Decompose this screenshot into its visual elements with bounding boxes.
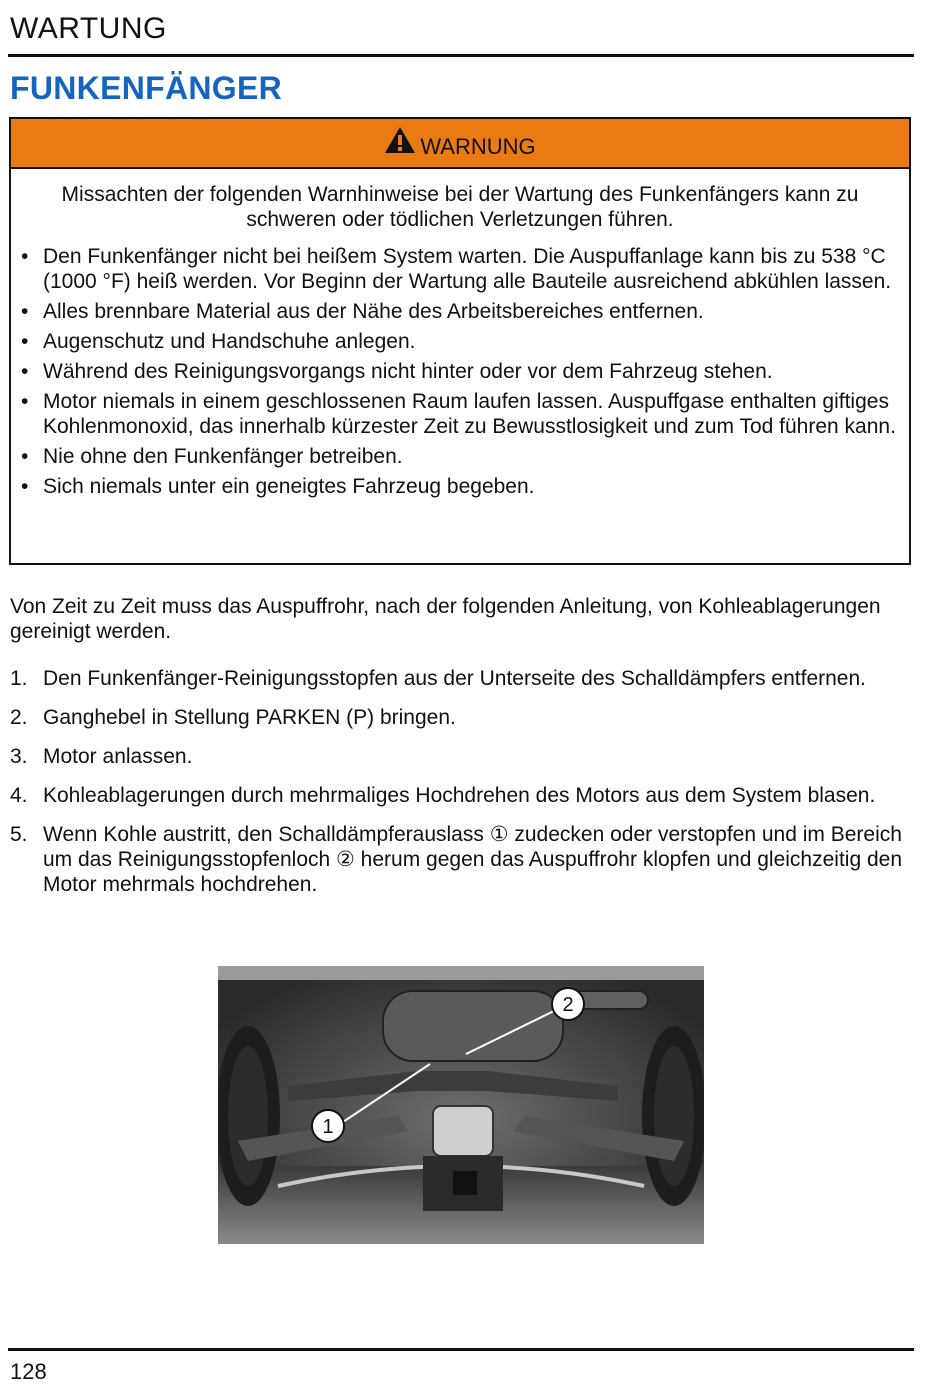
step-number: 3.: [10, 745, 28, 768]
step-text: Wenn Kohle austritt, den Schalldämpferauslass ① zudecken oder verstopfen und im Bereich um das Reinigungsstopfenloch ② herum gegen das Auspuffrohr klopfen und gleichzeitig den Motor mehrmals hochdrehen.: [43, 823, 903, 896]
page-title: FUNKENFÄNGER: [10, 70, 283, 106]
warning-item: • Sich niemals unter ein geneigtes Fahrzeug begeben.: [19, 474, 899, 499]
warning-header: [11, 119, 909, 169]
warning-item: • Motor niemals in einem geschlossenen Raum laufen lassen. Auspuffgase enthalten giftiges Kohlenmonoxid, das innerhalb kürzester Zeit zu Bewusstlosigkeit und zum Tod führen kann.: [19, 389, 899, 439]
warning-item: • Nie ohne den Funkenfänger betreiben.: [19, 444, 899, 469]
step-number: 2.: [10, 706, 28, 729]
intro-paragraph: Von Zeit zu Zeit muss das Auspuffrohr, nach der folgenden Anleitung, von Kohleablagerungen gereinigt werden.: [10, 595, 881, 643]
warning-item: • Während des Reinigungsvorgangs nicht hinter oder vor dem Fahrzeug stehen.: [19, 359, 899, 384]
step-item: [10, 744, 910, 769]
warning-label: WARNUNG: [420, 134, 536, 159]
step-number: 1.: [10, 667, 28, 690]
instruction-steps: [10, 666, 910, 911]
step-text: Motor anlassen.: [43, 745, 193, 768]
warning-triangle-icon: [384, 126, 416, 154]
exhaust-undercarriage-photo: [218, 966, 704, 1244]
section-title: WARTUNG: [10, 12, 167, 45]
warning-intro: Missachten der folgenden Warnhinweise bei der Wartung des Funkenfängers kann zu schweren oder tödlichen Verletzungen führen.: [61, 183, 859, 231]
step-item: [10, 822, 910, 897]
warning-list: [11, 244, 909, 499]
top-divider: [8, 54, 914, 57]
step-text: Kohleablagerungen durch mehrmaliges Hochdrehen des Motors aus dem System blasen.: [43, 784, 876, 807]
step-item: [10, 705, 910, 730]
warning-item: • Augenschutz und Handschuhe anlegen.: [19, 329, 899, 354]
callout-2-label: 2: [562, 994, 574, 1016]
step-text: Den Funkenfänger-Reinigungsstopfen aus der Unterseite des Schalldämpfers entfernen.: [43, 667, 866, 690]
warning-item: • Den Funkenfänger nicht bei heißem System warten. Die Auspuffanlage kann bis zu 538 °C (1000 °F) heiß werden. Vor Beginn der Wartung alle Bauteile ausreichend abkühlen lassen.: [19, 244, 899, 294]
page-number: 128: [10, 1359, 47, 1384]
step-number: 5.: [10, 823, 28, 846]
step-number: 4.: [10, 784, 28, 807]
step-text: Ganghebel in Stellung PARKEN (P) bringen.: [43, 706, 456, 729]
bottom-divider: [8, 1348, 914, 1351]
warning-item: • Alles brennbare Material aus der Nähe des Arbeitsbereiches entfernen.: [19, 299, 899, 324]
callout-1-label: 1: [322, 1116, 334, 1138]
photo-illustration: [218, 966, 704, 1244]
warning-box: [9, 117, 911, 565]
step-item: [10, 666, 910, 691]
step-item: [10, 783, 910, 808]
